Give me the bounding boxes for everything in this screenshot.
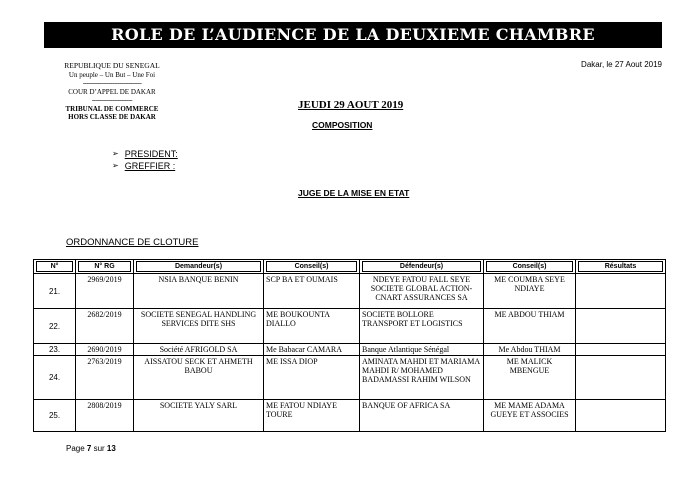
cell-defendeur: BANQUE OF AFRICA SA [360,400,484,432]
cell-conseil: ME COUMBA SEYE NDIAYE [484,274,576,309]
cell-resultats [576,309,666,344]
arrow-bullet-icon: ➢ [112,161,119,170]
place-date: Dakar, le 27 Aout 2019 [581,60,662,69]
cell-defendeur: Banque Atlantique Sénégal [360,344,484,356]
cell-num: 23. [34,344,76,356]
roles-list [112,148,178,172]
role-president [112,148,178,160]
col-header: Demandeur(s) [134,260,264,274]
cell-demandeur: SOCIETE YALY SARL [134,400,264,432]
table-row [34,400,666,432]
tribunal-line-2: HORS CLASSE DE DAKAR [68,113,156,121]
cell-defendeur: NDEYE FATOU FALL SEYE SOCIETE GLOBAL ACTION-CNART ASSURANCES SA [360,274,484,309]
col-header: Résultats [576,260,666,274]
page-banner-title: ROLE DE L’AUDIENCE DE LA DEUXIEME CHAMBRE [44,22,662,48]
hearing-day: JEUDI 29 AOUT 2019 [298,99,404,111]
juge-heading: JUGE DE LA MISE EN ETAT [298,188,410,198]
court-name: COUR D’APPEL DE DAKAR [68,87,156,96]
cell-conseil: ME ISSA DIOP [264,356,360,400]
table-row [34,356,666,400]
table-row [34,274,666,309]
cases-table [33,259,666,432]
table-row [34,309,666,344]
cell-conseil: Me Babacar CAMARA [264,344,360,356]
cell-resultats [576,400,666,432]
tribunal-line-1: TRIBUNAL DE COMMERCE [65,104,159,113]
cell-resultats [576,344,666,356]
footer-prefix: Page [66,444,87,453]
footer-middle: sur [91,444,107,453]
section-title: ORDONNANCE DE CLOTURE [66,237,199,248]
cell-num: 24. [34,356,76,400]
cell-demandeur: NSIA BANQUE BENIN [134,274,264,309]
page-footer [66,444,116,453]
current-page: 7 [86,444,92,453]
table-row [34,344,666,356]
cell-defendeur: SOCIETE BOLLORE TRANSPORT ET LOGISTICS [360,309,484,344]
cell-rg: 2682/2019 [76,309,134,344]
cell-num: 22. [34,309,76,344]
court-header [52,62,172,122]
col-header: N° RG [76,260,134,274]
separator-line: -------------------------------- [82,79,142,87]
cell-rg: 2690/2019 [76,344,134,356]
cell-resultats [576,274,666,309]
role-greffier [112,160,178,172]
cell-conseil: ME BOUKOUNTA DIALLO [264,309,360,344]
table-header-row [34,260,666,274]
motto: Un peuple – Un But – Une Foi [68,70,156,79]
greffier-label: GREFFIER : [124,161,176,171]
cell-num: 25. [34,400,76,432]
cell-conseil: SCP BA ET OUMAIS [264,274,360,309]
cell-conseil: ME ABDOU THIAM [484,309,576,344]
cell-conseil: ME MALICK MBENGUE [484,356,576,400]
col-header: Conseil(s) [264,260,360,274]
cell-conseil: Me Abdou THIAM [484,344,576,356]
composition-heading: COMPOSITION [312,120,373,130]
col-header: Conseil(s) [484,260,576,274]
cell-conseil: ME MAME ADAMA GUEYE ET ASSOCIES [484,400,576,432]
republic-label: REPUBLIQUE DU SENEGAL [64,61,160,70]
arrow-bullet-icon: ➢ [112,149,119,158]
cell-resultats [576,356,666,400]
cell-demandeur: Société AFRIGOLD SA [134,344,264,356]
cell-rg: 2808/2019 [76,400,134,432]
total-pages: 13 [106,444,116,453]
cell-demandeur: SOCIETE SENEGAL HANDLING SERVICES DITE SHS [134,309,264,344]
cell-conseil: ME FATOU NDIAYE TOURE [264,400,360,432]
col-header: N° [34,260,76,274]
col-header: Défendeur(s) [360,260,484,274]
cell-demandeur: AISSATOU SECK ET AHMETH BABOU [134,356,264,400]
president-label: PRESIDENT: [124,149,178,159]
cell-rg: 2969/2019 [76,274,134,309]
separator-line: ---------------------- [91,96,133,104]
cell-rg: 2763/2019 [76,356,134,400]
cell-num: 21. [34,274,76,309]
cell-defendeur: AMINATA MAHDI ET MARIAMA MAHDI R/ MOHAMED BADAMASSI RAHIM WILSON [360,356,484,400]
